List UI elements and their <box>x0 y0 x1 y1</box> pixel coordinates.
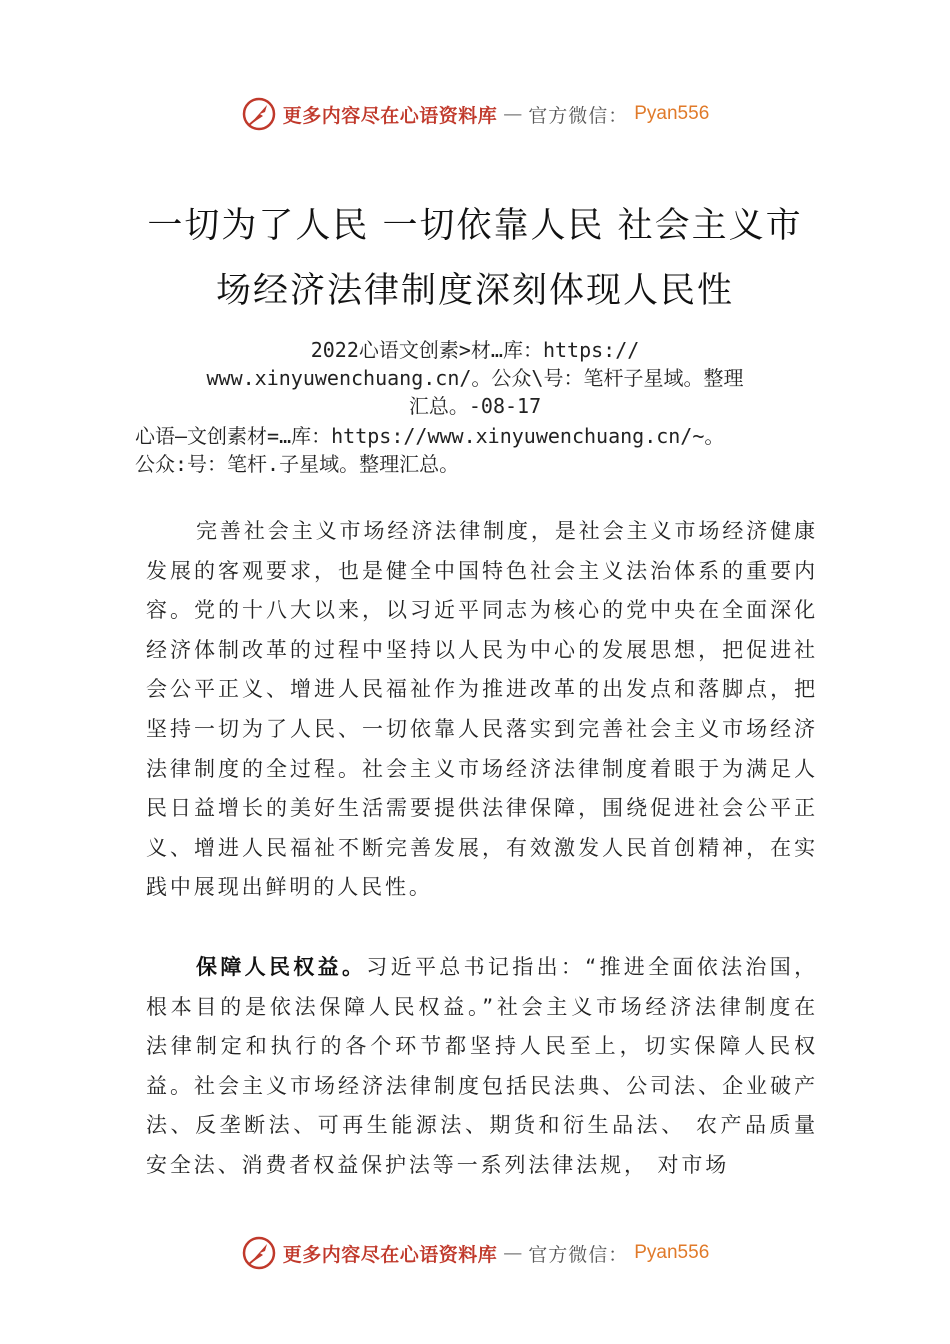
source-meta-line: 心语—文创素材=…库：https://www.xinyuwenchuang.cn/~。 <box>135 424 725 448</box>
source-meta-block-2 <box>135 422 835 478</box>
banner-wechat-id: Pyan556 <box>634 103 710 124</box>
source-meta-block <box>130 336 820 420</box>
document-title-line-2: 场经济法律制度深刻体现人民性 <box>215 271 734 311</box>
header-banner <box>0 94 950 134</box>
document-title-line-1: 一切为了人民 一切依靠人民 社会主义市 <box>147 206 803 246</box>
quill-logo-icon <box>241 96 277 132</box>
source-meta-line: 2022心语文创素>材…库：https:// <box>310 338 640 362</box>
source-meta-line: 汇总。-08-17 <box>408 394 542 418</box>
banner-wechat-id: Pyan556 <box>634 1242 710 1263</box>
source-meta-line: 公众:号：笔杆.子星域。整理汇总。 <box>135 452 460 476</box>
banner-wechat-label: 官方微信： <box>528 1243 629 1266</box>
banner-dash: — <box>503 103 523 125</box>
banner-wechat-label: 官方微信： <box>528 104 629 127</box>
banner-brand-text: 更多内容尽在心语资料库 <box>282 1243 498 1266</box>
footer-banner <box>0 1233 950 1273</box>
source-meta-line: www.xinyuwenchuang.cn/。公众\号：笔杆子星域。整理 <box>206 366 744 390</box>
body-paragraph-1: 完善社会主义市场经济法律制度，是社会主义市场经济健康发展的客观要求，也是健全中国特色社会主义法治体系的重要内容。党的十八大以来，以习近平同志为核心的党中央在全面深化经济体制改革的过程中坚持以人民为中心的发展思想，把促进社会公平正义、增进人民福祉作为推进改革的出发点和落脚点，把坚持一切为了人民、一切依靠人民落实到完善社会主义市场经济法律制度的全过程。社会主义市场经济法律制度着眼于为满足人民日益增长的美好生活需要提供法律保障，围绕促进社会公平正义、增进人民福祉不断完善发展，有效激发人民首创精神，在实践中展现出鲜明的人民性。 <box>146 519 818 900</box>
quill-logo-icon <box>241 1235 277 1271</box>
banner-brand-text: 更多内容尽在心语资料库 <box>282 104 498 127</box>
paragraph-lead-heading: 保障人民权益。 <box>196 955 367 979</box>
body-paragraph-2 <box>146 948 818 1186</box>
paragraph-body-text: 习近平总书记指出：“推进全面依法治国，根本目的是依法保障人民权益。”社会主义市场经济法律制度在法律制定和执行的各个环节都坚持人民至上，切实保障人民权益。社会主义市场经济法律制度包括民法典、公司法、企业破产法、反垄断法、可再生能源法、期货和衍生品法、 农产品质量安全法、消费者权益保护法等一系列法律法规， 对市场 <box>146 955 818 1177</box>
banner-dash: — <box>503 1242 523 1264</box>
